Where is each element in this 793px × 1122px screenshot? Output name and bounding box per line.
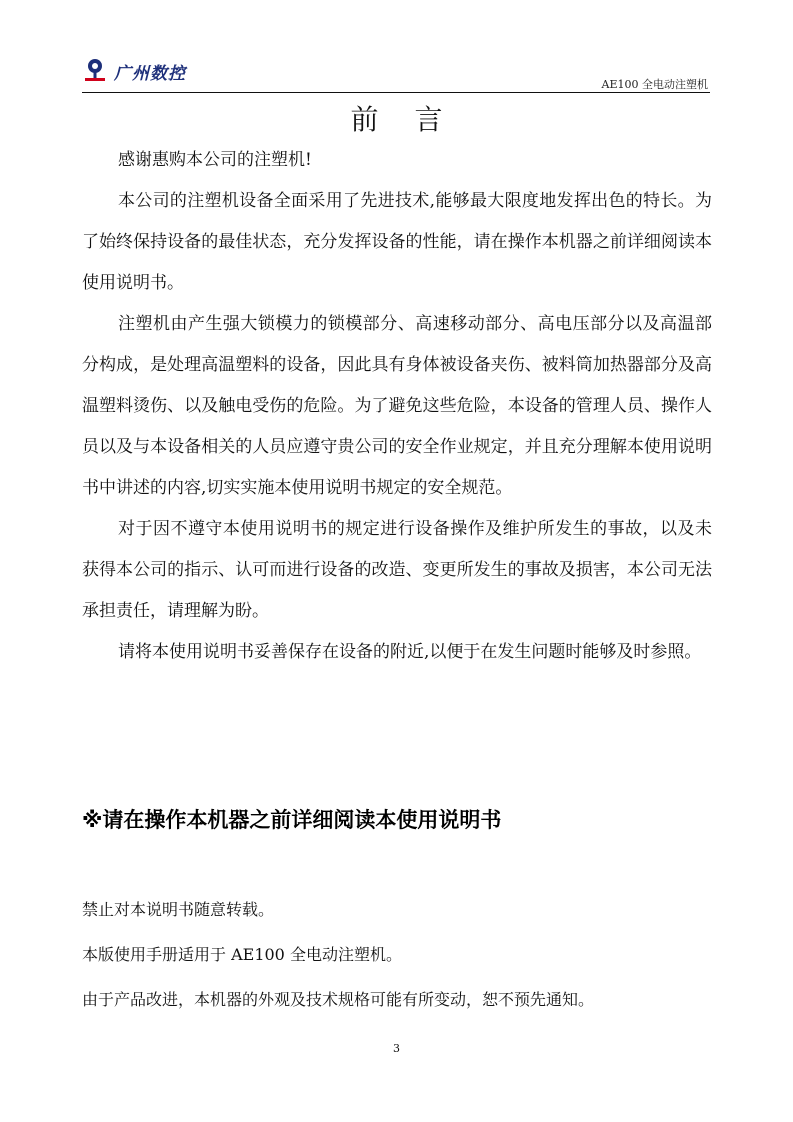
- paragraph: 注塑机由产生强大锁模力的锁模部分、高速移动部分、高电压部分以及高温部分构成，是处理高温塑料的设备，因此具有身体被设备夹伤、被料筒加热器部分及高温塑料烫伤、以及触电受伤的危险。为了避免这些危险，本设备的管理人员、操作人员以及与本设备相关的人员应遵守贵公司的安全作业规定，并且充分理解本使用说明书中讲述的内容,切实实施本使用说明书规定的安全规范。: [82, 314, 712, 498]
- page-number: 3: [393, 1042, 400, 1055]
- page-title: 前言: [350, 103, 479, 136]
- note-item: 禁止对本说明书随意转载。: [82, 900, 275, 919]
- logo-text: 广州数控: [114, 63, 186, 84]
- company-logo: [82, 56, 186, 86]
- paragraph: 请将本使用说明书妥善保存在设备的附近,以便于在发生问题时能够及时参照。: [118, 642, 702, 662]
- note-item: 由于产品改进，本机器的外观及技术规格可能有所变动，恕不预先通知。: [82, 990, 595, 1009]
- notice-heading: ※请在操作本机器之前详细阅读本使用说明书: [82, 808, 502, 832]
- paragraph: 感谢惠购本公司的注塑机!: [118, 150, 312, 170]
- paragraph: 本公司的注塑机设备全面采用了先进技术,能够最大限度地发挥出色的特长。为了始终保持设备的最佳状态，充分发挥设备的性能，请在操作本机器之前详细阅读本使用说明书。: [82, 191, 712, 293]
- note-item: 本版使用手册适用于 AE100 全电动注塑机。: [82, 945, 402, 964]
- header-divider: [82, 92, 710, 93]
- notes-list: [82, 887, 712, 1022]
- preface-body: [82, 140, 712, 673]
- paragraph: 对于因不遵守本使用说明书的规定进行设备操作及维护所发生的事故，以及未获得本公司的指示、认可而进行设备的改造、变更所发生的事故及损害，本公司无法承担责任，请理解为盼。: [82, 519, 712, 621]
- page-header: [82, 52, 710, 92]
- gsk-logo-icon: [82, 56, 112, 86]
- document-title: AE100 全电动注塑机: [601, 78, 708, 91]
